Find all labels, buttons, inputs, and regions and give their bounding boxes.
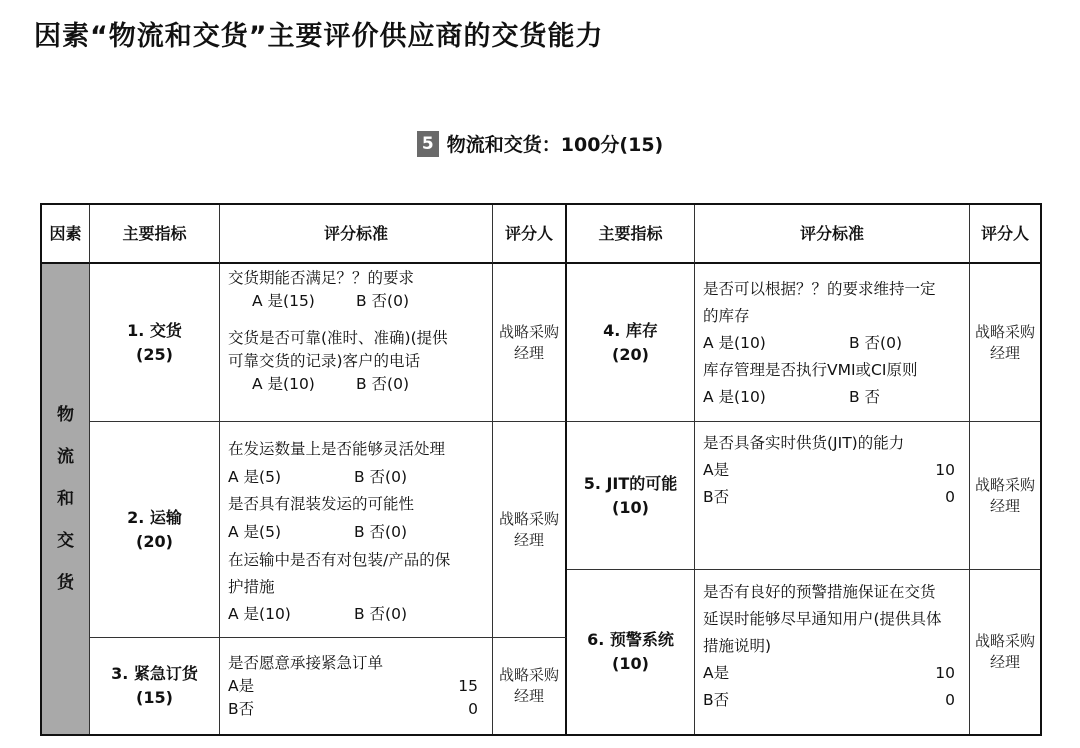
indicator-early-warning <box>567 570 695 734</box>
rater-line: 战略采购 <box>974 322 1035 341</box>
indicator-transport <box>90 422 220 638</box>
indicator-name: 2. 运输 <box>127 507 182 527</box>
rater-delivery <box>493 264 567 422</box>
criteria-question: 是否有良好的预警措施保证在交货 <box>703 583 936 601</box>
criteria-options <box>228 600 484 628</box>
factor-char: 流 <box>57 447 74 467</box>
factor-char: 和 <box>57 489 74 509</box>
option-b: B 否(0) <box>356 292 410 310</box>
option-a-value: 15 <box>458 677 478 695</box>
indicator-score: (10) <box>612 654 649 673</box>
rater-line: 经理 <box>989 496 1020 515</box>
criteria-question-cont: 措施说明) <box>703 637 772 655</box>
indicator-jit <box>567 422 695 570</box>
criteria-options <box>228 373 484 396</box>
rater-line: 战略采购 <box>498 322 559 341</box>
criteria-options <box>228 464 484 490</box>
criteria-question: 在发运数量上是否能够灵活处理 <box>228 440 446 458</box>
score-option-a <box>228 675 484 698</box>
criteria-options <box>703 384 961 411</box>
factor-char: 交 <box>57 531 74 551</box>
header-indicator-right: 主要指标 <box>567 205 695 264</box>
score-option-b <box>228 698 484 721</box>
indicator-name: 1. 交货 <box>127 320 182 340</box>
header-criteria-left: 评分标准 <box>220 205 493 264</box>
rater-line: 经理 <box>513 343 544 362</box>
option-b-value: 0 <box>945 691 955 709</box>
option-a-value: 10 <box>935 664 955 682</box>
indicator-score: (10) <box>612 497 649 517</box>
option-a-label: A是 <box>703 664 730 682</box>
criteria-question-cont: 延误时能够尽早通知用户(提供具体 <box>703 610 942 628</box>
indicator-score: (20) <box>136 531 173 551</box>
criteria-question: 交货期能否满足？？的要求 <box>228 269 415 287</box>
indicator-score: (15) <box>136 688 173 707</box>
criteria-question: 是否具备实时供货(JIT)的能力 <box>703 434 905 452</box>
criteria-inventory <box>695 264 970 422</box>
rater-transport <box>493 422 567 638</box>
score-option-b <box>703 687 961 714</box>
option-a: A 是(5) <box>228 523 281 541</box>
score-option-b <box>703 484 961 511</box>
option-b-value: 0 <box>468 700 478 718</box>
factor-char: 物 <box>57 405 74 425</box>
criteria-question: 在运输中是否有对包装/产品的保 <box>228 551 451 569</box>
option-a: A 是(15) <box>252 292 315 310</box>
option-a: A 是(10) <box>703 388 766 406</box>
rater-jit <box>970 422 1040 570</box>
rater-urgent-order <box>493 638 567 734</box>
page-title: 因素“物流和交货”主要评价供应商的交货能力 <box>34 21 604 52</box>
section-heading <box>0 130 1080 157</box>
rater-line: 经理 <box>989 343 1020 362</box>
criteria-jit <box>695 422 970 570</box>
factor-cell <box>42 264 90 734</box>
criteria-early-warning <box>695 570 970 734</box>
indicator-name: 3. 紧急订货 <box>111 664 198 683</box>
section-number-badge: 5 <box>417 131 439 157</box>
indicator-score: (20) <box>612 344 649 364</box>
option-a: A 是(10) <box>252 375 315 393</box>
score-option-a <box>703 660 961 687</box>
indicator-urgent-order <box>90 638 220 734</box>
criteria-question: 是否可以根据？？的要求维持一定 <box>703 280 936 298</box>
option-a-value: 10 <box>935 461 955 479</box>
criteria-options <box>228 290 484 313</box>
criteria-question: 交货是否可靠(准时、准确)(提供 <box>228 329 448 347</box>
header-factor: 因素 <box>42 205 90 264</box>
option-b-label: B否 <box>703 691 730 709</box>
factor-char: 货 <box>57 573 74 593</box>
option-a: A 是(10) <box>703 334 766 352</box>
option-b-label: B否 <box>703 488 730 506</box>
option-b: B 否(0) <box>354 468 408 486</box>
rater-inventory <box>970 264 1040 422</box>
header-rater-right: 评分人 <box>970 205 1040 264</box>
criteria-urgent-order <box>220 638 493 734</box>
rater-early-warning <box>970 570 1040 734</box>
option-b-label: B否 <box>228 700 255 718</box>
indicator-delivery <box>90 264 220 422</box>
rater-line: 战略采购 <box>498 666 559 684</box>
header-rater-left: 评分人 <box>493 205 567 264</box>
criteria-options <box>228 518 484 546</box>
rater-line: 经理 <box>513 687 544 705</box>
rater-line: 经理 <box>513 530 544 549</box>
header-criteria-right: 评分标准 <box>695 205 970 264</box>
section-heading-text: 物流和交货：100分(15) <box>446 134 664 156</box>
option-b: B 否(0) <box>849 334 903 352</box>
criteria-options <box>703 330 961 357</box>
criteria-question-cont: 可靠交货的记录)客户的电话 <box>228 352 421 370</box>
rater-line: 经理 <box>989 653 1020 671</box>
option-b: B 否(0) <box>356 375 410 393</box>
rater-line: 战略采购 <box>974 632 1035 650</box>
option-a-label: A是 <box>703 461 730 479</box>
rater-line: 战略采购 <box>498 509 559 528</box>
criteria-delivery <box>220 264 493 422</box>
criteria-question-cont: 的库存 <box>703 307 750 325</box>
criteria-question: 是否愿意承接紧急订单 <box>228 654 384 672</box>
evaluation-table <box>40 203 1042 736</box>
indicator-inventory <box>567 264 695 422</box>
criteria-transport <box>220 422 493 638</box>
option-b: B 否(0) <box>354 523 408 541</box>
criteria-question-cont: 护措施 <box>228 578 275 596</box>
header-indicator-left: 主要指标 <box>90 205 220 264</box>
option-b: B 否(0) <box>354 605 408 623</box>
indicator-name: 6. 预警系统 <box>587 630 674 649</box>
option-b-value: 0 <box>945 488 955 506</box>
indicator-name: 5. JIT的可能 <box>583 473 678 493</box>
criteria-question: 是否具有混装发运的可能性 <box>228 495 415 513</box>
option-a: A 是(5) <box>228 468 281 486</box>
option-b: B 否 <box>849 388 881 406</box>
criteria-question: 库存管理是否执行VMI或CI原则 <box>703 361 918 379</box>
option-a-label: A是 <box>228 677 255 695</box>
score-option-a <box>703 457 961 484</box>
rater-line: 战略采购 <box>974 475 1035 494</box>
indicator-name: 4. 库存 <box>603 320 658 340</box>
option-a: A 是(10) <box>228 605 291 623</box>
indicator-score: (25) <box>136 344 173 364</box>
